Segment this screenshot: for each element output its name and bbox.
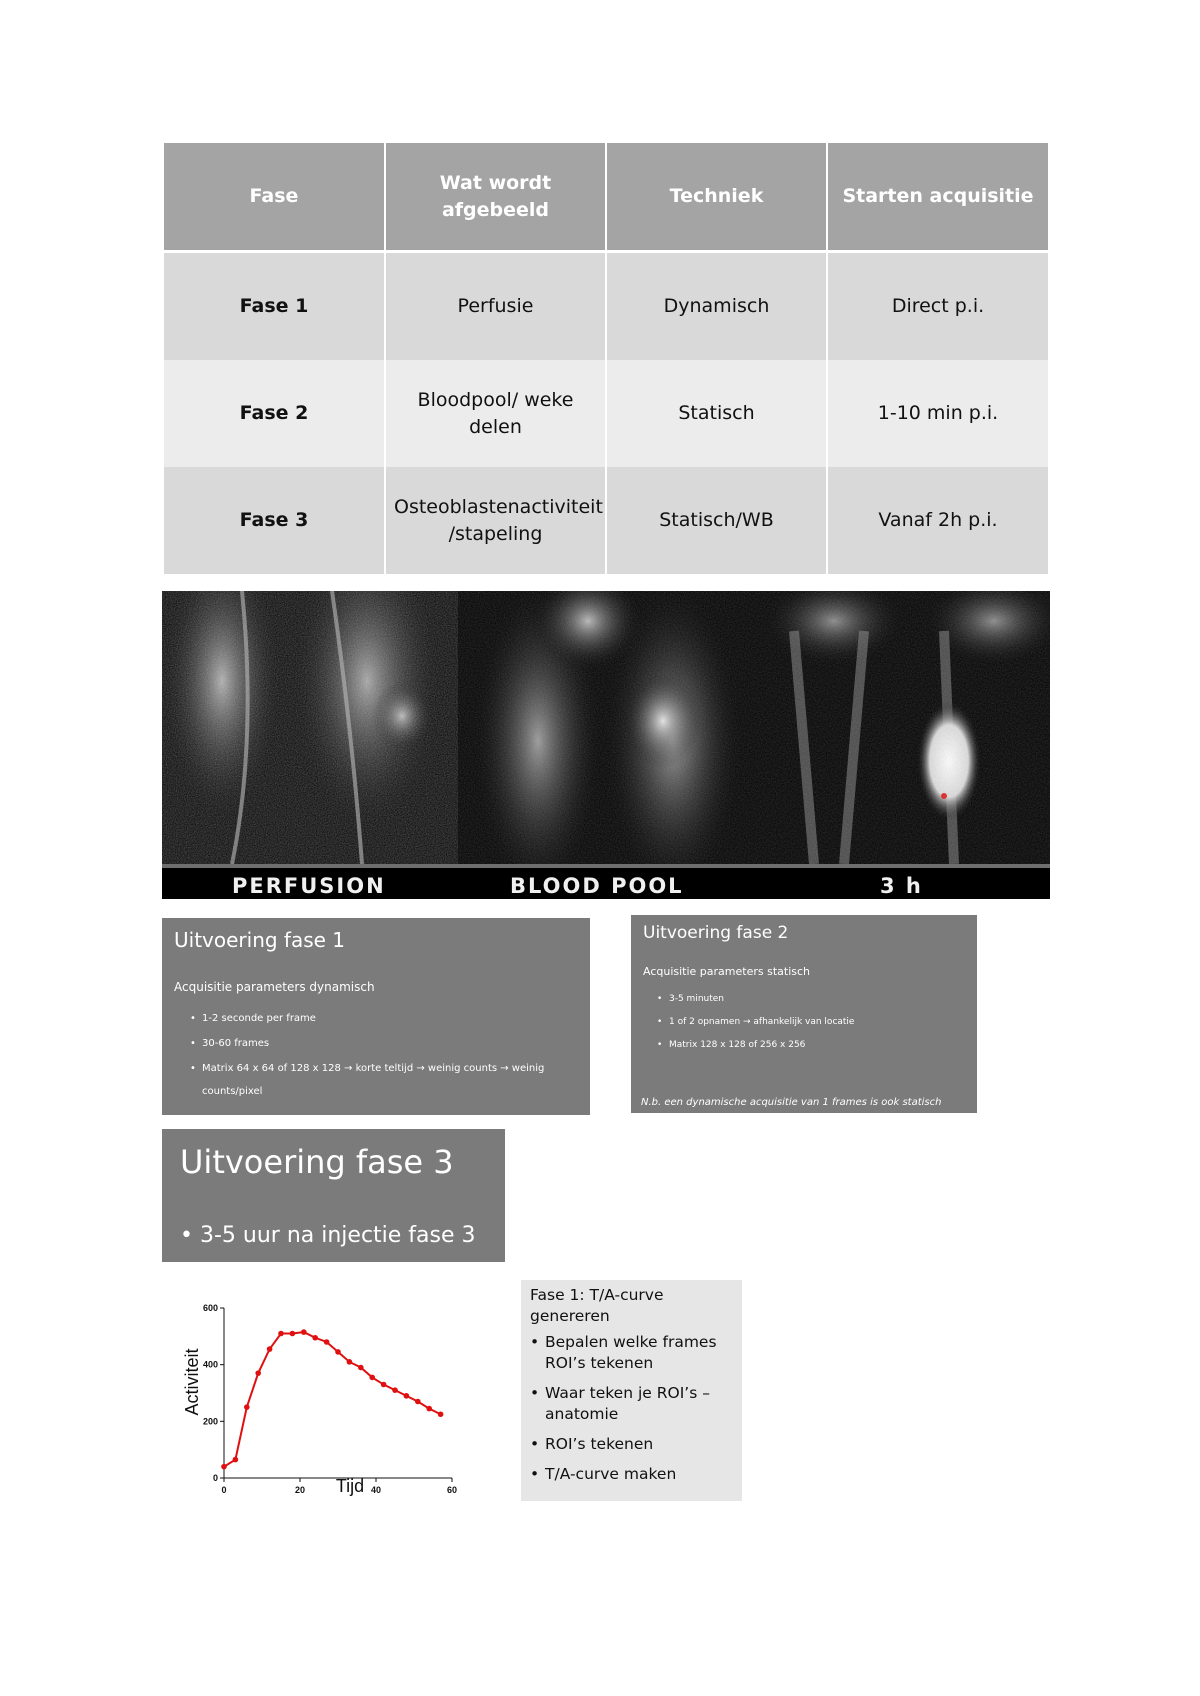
list-item: • Bepalen welke frames ROI’s tekenen xyxy=(530,1332,735,1374)
slide-fase-2 xyxy=(631,915,977,1113)
x-axis-label: Tijd xyxy=(335,1476,365,1496)
y-tick-label: 0 xyxy=(212,1473,218,1483)
table-cell: Bloodpool/ weke delen xyxy=(385,360,606,467)
data-point xyxy=(255,1370,261,1376)
y-axis-label: Activiteit xyxy=(182,1348,202,1416)
list-item: • 3-5 minuten xyxy=(657,988,967,1011)
slide-fase-3 xyxy=(162,1129,505,1262)
data-point xyxy=(301,1329,307,1335)
data-point xyxy=(221,1464,227,1470)
list-item: • T/A-curve maken xyxy=(530,1464,735,1485)
t-a-curve-infobox xyxy=(521,1280,742,1501)
table-cell: Dynamisch xyxy=(606,252,827,361)
data-point xyxy=(267,1346,273,1352)
column-header: Starten acquisitie xyxy=(827,143,1048,252)
list-item: • 1-2 seconde per frame xyxy=(190,1006,580,1031)
slide-bullet-list xyxy=(657,988,967,1057)
table-cell: Direct p.i. xyxy=(827,252,1048,361)
list-item: • 30-60 frames xyxy=(190,1031,580,1056)
infobox-list xyxy=(530,1332,735,1494)
data-point xyxy=(358,1365,364,1371)
chart-series xyxy=(221,1329,443,1469)
table-cell: Vanaf 2h p.i. xyxy=(827,467,1048,574)
column-header: Wat wordt afgebeeld xyxy=(385,143,606,252)
table-header-row xyxy=(164,143,1048,252)
data-point xyxy=(404,1393,410,1399)
list-item: • Matrix 128 x 128 of 256 x 256 xyxy=(657,1034,967,1057)
y-tick-label: 400 xyxy=(202,1359,218,1370)
time-activity-chart xyxy=(170,1290,480,1510)
column-header: Fase xyxy=(164,143,385,252)
data-point xyxy=(312,1335,318,1341)
table-cell: Fase 3 xyxy=(164,467,385,574)
x-tick-label: 0 xyxy=(221,1485,227,1495)
column-header: Techniek xyxy=(606,143,827,252)
slide-note: N.b. een dynamische acquisitie van 1 frames is ook statisch xyxy=(641,1097,942,1108)
y-tick-label: 200 xyxy=(202,1416,218,1427)
list-item-text: Matrix 64 x 64 of 128 x 128 → korte teltijd → weinig counts → weinig xyxy=(202,1063,545,1074)
slide-bullet-list xyxy=(190,1006,580,1103)
scan-label-blood-pool: BLOOD POOL xyxy=(510,874,684,898)
table-cell: Fase 1 xyxy=(164,252,385,361)
list-item: • Waar teken je ROI’s – anatomie xyxy=(530,1383,735,1425)
data-point xyxy=(426,1406,432,1412)
scan-label-3h: 3 h xyxy=(880,874,923,898)
data-point xyxy=(392,1387,398,1393)
data-point xyxy=(347,1359,353,1365)
perfusion-scan xyxy=(162,591,458,864)
slide-title: Uitvoering fase 2 xyxy=(643,923,789,943)
table-cell: Fase 2 xyxy=(164,360,385,467)
table-cell: Statisch xyxy=(606,360,827,467)
list-item: • 1 of 2 opnamen → afhankelijk van locatie xyxy=(657,1011,967,1034)
series-line xyxy=(224,1332,441,1467)
table-cell: 1-10 min p.i. xyxy=(827,360,1048,467)
slide-bullet: • 3-5 uur na injectie fase 3 xyxy=(180,1223,476,1248)
data-point xyxy=(415,1399,421,1405)
x-tick-label: 20 xyxy=(294,1485,306,1495)
scan-divider xyxy=(162,864,1050,868)
data-point xyxy=(244,1404,250,1410)
data-point xyxy=(278,1331,284,1337)
list-item: • ROI’s tekenen xyxy=(530,1434,735,1455)
slide-fase-1 xyxy=(162,918,590,1115)
table-row xyxy=(164,467,1048,574)
table-row xyxy=(164,252,1048,361)
bone-scan-image xyxy=(162,591,1050,899)
scan-label-perfusion: PERFUSION xyxy=(232,874,386,898)
list-item-continuation: counts/pixel xyxy=(202,1086,263,1097)
slide-title: Uitvoering fase 3 xyxy=(180,1143,454,1181)
slide-subtitle: Acquisitie parameters dynamisch xyxy=(174,980,375,994)
chart-axes xyxy=(224,1308,452,1478)
data-point xyxy=(438,1411,444,1417)
x-tick-label: 60 xyxy=(446,1485,458,1495)
data-point xyxy=(233,1457,239,1463)
x-tick-label: 40 xyxy=(370,1485,382,1495)
table-cell: Perfusie xyxy=(385,252,606,361)
infobox-title: Fase 1: T/A-curve genereren xyxy=(530,1286,664,1325)
list-item xyxy=(190,1056,580,1103)
blood-pool-scan xyxy=(458,591,754,864)
table-row xyxy=(164,360,1048,467)
data-point xyxy=(335,1349,341,1355)
data-point xyxy=(324,1339,330,1345)
table-cell: Statisch/WB xyxy=(606,467,827,574)
three-hour-scan xyxy=(754,591,1050,864)
table-cell: Osteoblastenactiviteit /stapeling xyxy=(385,467,606,574)
slide-title: Uitvoering fase 1 xyxy=(174,928,346,952)
slide-subtitle: Acquisitie parameters statisch xyxy=(643,965,811,978)
data-point xyxy=(369,1375,375,1381)
data-point xyxy=(381,1382,387,1388)
y-tick-label: 600 xyxy=(202,1303,218,1313)
data-point xyxy=(290,1331,296,1337)
phase-table xyxy=(164,143,1048,574)
